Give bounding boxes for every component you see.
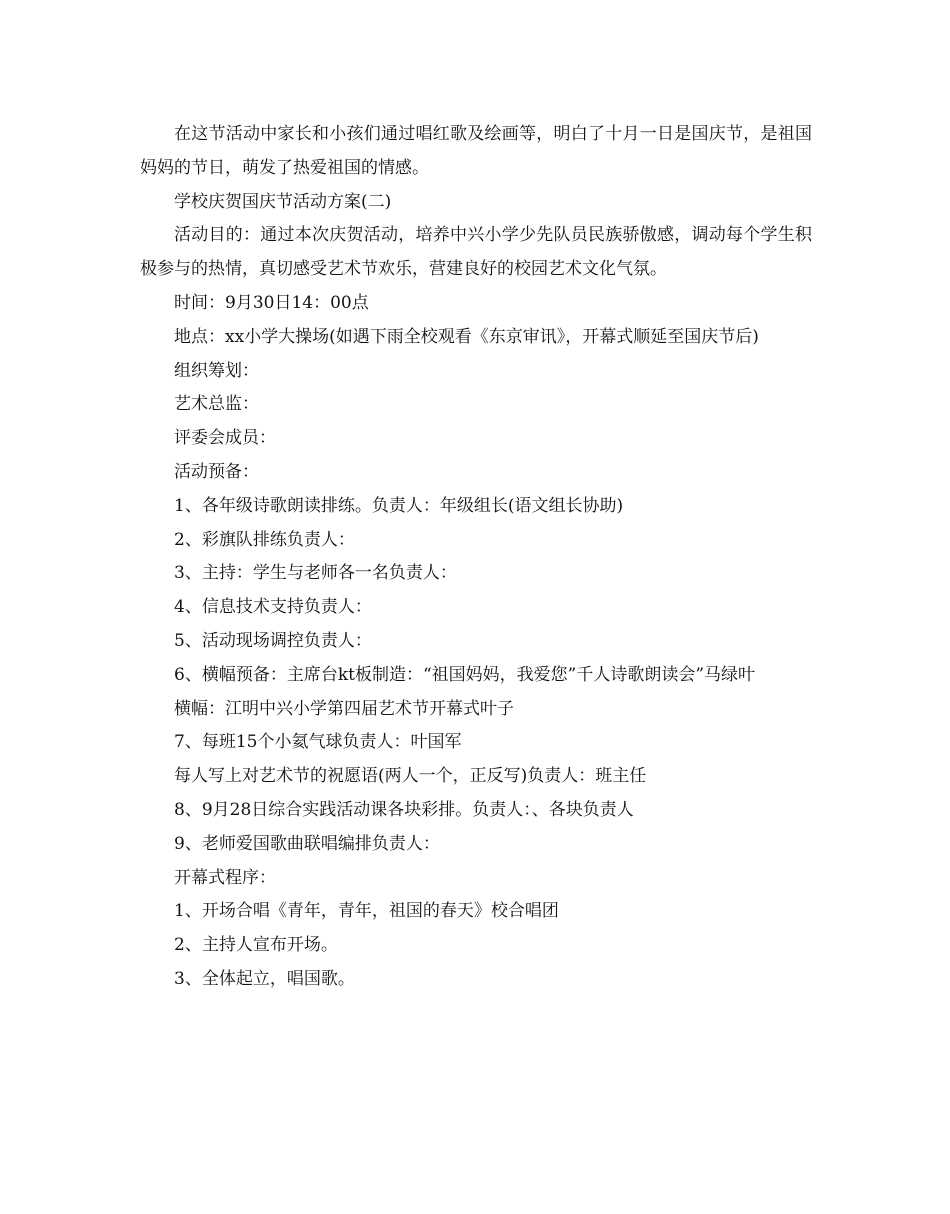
list-item: 每人写上对艺术节的祝愿语(两人一个，正反写)负责人：班主任 (174, 766, 647, 787)
paragraph-organizer: 组织筹划： (174, 360, 259, 381)
list-item: 8、9月28日综合实践活动课各块彩排。负责人：、各块负责人 (174, 799, 634, 820)
list-item: 5、活动现场调控负责人： (174, 630, 372, 651)
section-title: 学校庆贺国庆节活动方案(二) (174, 191, 392, 212)
paragraph-art-director: 艺术总监： (174, 394, 259, 415)
list-item: 3、主持：学生与老师各一名负责人： (174, 563, 457, 584)
paragraph-intro-summary: 在这节活动中家长和小孩们通过唱红歌及绘画等，明白了十月一日是国庆节，是祖国妈妈的节日，萌发了热爱祖国的情感。 (140, 124, 812, 178)
list-item: 9、老师爱国歌曲联唱编排负责人： (174, 833, 440, 854)
list-item: 1、开场合唱《青年，青年，祖国的春天》校合唱团 (174, 901, 559, 922)
list-item: 横幅：江明中兴小学第四届艺术节开幕式叶子 (174, 698, 514, 719)
document-body (140, 118, 812, 997)
paragraph-time: 时间：9月30日14：00点 (174, 292, 369, 313)
list-item: 7、每班15个小氦气球负责人：叶国军 (174, 732, 462, 753)
list-item: 2、彩旗队排练负责人： (174, 529, 355, 550)
list-item: 3、全体起立，唱国歌。 (174, 968, 355, 989)
paragraph-preparation: 活动预备： (174, 461, 259, 482)
list-item: 1、各年级诗歌朗读排练。负责人：年级组长(语文组长协助) (174, 495, 624, 516)
list-item: 6、横幅预备：主席台kt板制造：“祖国妈妈，我爱您”千人诗歌朗读会”马绿叶 (174, 664, 756, 685)
list-item: 2、主持人宣布开场。 (174, 935, 338, 956)
paragraph-purpose: 活动目的：通过本次庆贺活动，培养中兴小学少先队员民族骄傲感，调动每个学生积极参与的热情，真切感受艺术节欢乐，营建良好的校园艺术文化气氛。 (140, 225, 812, 280)
paragraph-jury: 评委会成员： (174, 428, 276, 449)
list-item: 4、信息技术支持负责人： (174, 597, 372, 618)
paragraph-location: 地点：xx小学大操场(如遇下雨全校观看《东京审讯》，开幕式顺延至国庆节后) (174, 326, 759, 347)
paragraph-program-heading: 开幕式程序： (174, 867, 276, 888)
